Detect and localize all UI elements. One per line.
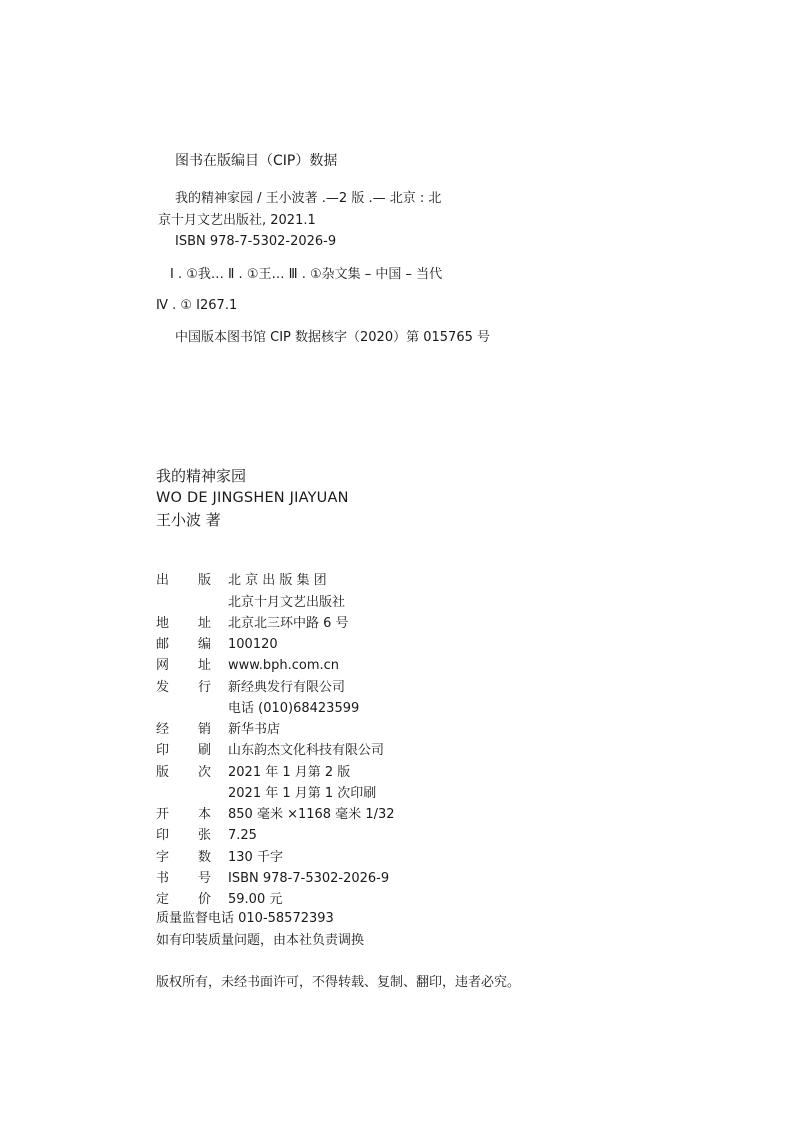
detail-value: 7.25: [228, 828, 257, 843]
detail-value: 电话 (010)68423599: [228, 701, 360, 716]
detail-value: ISBN 978-7-5302-2026-9: [228, 871, 390, 886]
detail-label: [156, 783, 228, 804]
detail-label: [156, 698, 228, 719]
cip-line-1: 我的精神家园 / 王小波著 .—2 版 .— 北京 : 北: [175, 191, 442, 206]
book-title-pinyin: WO DE JINGSHEN JIAYUAN: [156, 490, 349, 506]
detail-value: 北京北三环中路 6 号: [228, 616, 349, 631]
detail-value: 2021 年 1 月第 1 次印刷: [228, 786, 377, 801]
detail-value: 2021 年 1 月第 2 版: [228, 765, 351, 780]
detail-label: 发 行: [156, 680, 212, 695]
detail-label: 字 数: [156, 850, 212, 865]
cip-classification-1: Ⅰ . ①我… Ⅱ . ①王… Ⅲ . ①杂文集 – 中国 – 当代: [170, 267, 443, 282]
cip-number: 中国版本图书馆 CIP 数据核字（2020）第 015765 号: [175, 330, 490, 345]
quality-phone: 质量监督电话 010-58572393: [156, 911, 334, 926]
detail-value: 北京十月文艺出版社: [228, 595, 346, 610]
detail-value: 山东韵杰文化科技有限公司: [228, 743, 385, 758]
detail-label: 印 刷: [156, 743, 212, 758]
cip-heading: 图书在版编目（CIP）数据: [175, 153, 338, 169]
detail-value: 59.00 元: [228, 892, 283, 907]
detail-label: 定 价: [156, 892, 212, 907]
detail-label: 版 次: [156, 765, 212, 780]
detail-label: 经 销: [156, 722, 212, 737]
book-author: 王小波 著: [156, 511, 221, 529]
book-title: 我的精神家园: [156, 467, 247, 485]
detail-label: 书 号: [156, 871, 212, 886]
detail-value: 130 千字: [228, 850, 283, 865]
detail-value: 北 京 出 版 集 团: [228, 573, 327, 588]
quality-note: 如有印装质量问题，由本社负责调换: [156, 933, 365, 948]
detail-value: 新华书店: [228, 722, 281, 737]
detail-label: 地 址: [156, 616, 212, 631]
cip-line-2: 京十月文艺出版社, 2021.1: [158, 213, 316, 228]
cip-classification-2: Ⅳ . ① I267.1: [156, 298, 238, 313]
detail-value: 850 毫米 ×1168 毫米 1/32: [228, 807, 395, 822]
cip-isbn: ISBN 978-7-5302-2026-9: [175, 234, 337, 249]
detail-label: 邮 编: [156, 637, 212, 652]
detail-value: 新经典发行有限公司: [228, 680, 346, 695]
detail-label: 印 张: [156, 828, 212, 843]
detail-label: [156, 592, 228, 613]
detail-label: 出 版: [156, 573, 212, 588]
detail-value: www.bph.com.cn: [228, 658, 339, 673]
detail-value: 100120: [228, 637, 278, 652]
detail-label: 开 本: [156, 807, 212, 822]
copyright-notice: 版权所有，未经书面许可，不得转载、复制、翻印，违者必究。: [156, 975, 521, 990]
detail-label: 网 址: [156, 658, 212, 673]
